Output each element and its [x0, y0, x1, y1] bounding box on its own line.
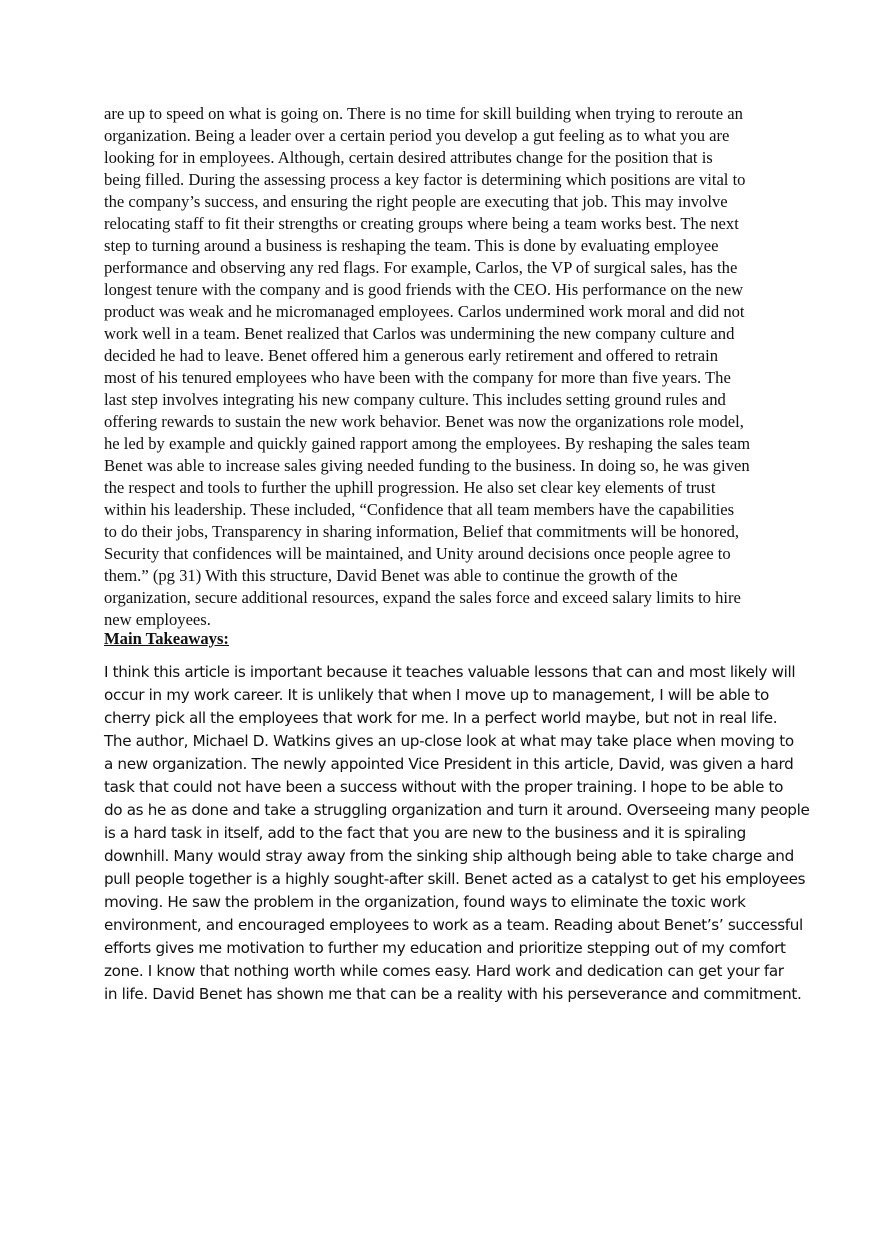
- takeaways-line: task that could not have been a success without with the proper training. I hope to be able to: [104, 778, 784, 796]
- takeaways-line: cherry pick all the employees that work for me. In a perfect world maybe, but not in real life.: [104, 709, 778, 727]
- summary-line: being filled. During the assessing process a key factor is determining which positions are vital to: [104, 170, 746, 189]
- summary-line: step to turning around a business is reshaping the team. This is done by evaluating employee: [104, 236, 719, 255]
- takeaways-line: a new organization. The newly appointed Vice President in this article, David, was given a hard: [104, 755, 794, 773]
- summary-line: performance and observing any red flags. For example, Carlos, the VP of surgical sales, has the: [104, 258, 738, 277]
- summary-line: the company’s success, and ensuring the right people are executing that job. This may involve: [104, 192, 728, 211]
- summary-line: longest tenure with the company and is good friends with the CEO. His performance on the new: [104, 280, 744, 299]
- summary-line: organization. Being a leader over a certain period you develop a gut feeling as to what you are: [104, 126, 730, 145]
- summary-line: product was weak and he micromanaged employees. Carlos undermined work moral and did not: [104, 302, 745, 321]
- summary-line: looking for in employees. Although, certain desired attributes change for the position that is: [104, 148, 713, 167]
- takeaways-line: do as he as done and take a struggling organization and turn it around. Overseeing many people: [104, 801, 810, 819]
- summary-line: organization, secure additional resources, expand the sales force and exceed salary limits to hire: [104, 588, 741, 607]
- takeaways-line: moving. He saw the problem in the organization, found ways to eliminate the toxic work: [104, 893, 746, 911]
- summary-line: Security that confidences will be maintained, and Unity around decisions once people agree to: [104, 544, 731, 563]
- summary-line: decided he had to leave. Benet offered him a generous early retirement and offered to retrain: [104, 346, 719, 365]
- section-heading-main-takeaways: Main Takeaways:: [104, 629, 229, 648]
- summary-line: new employees.: [104, 610, 211, 629]
- summary-line: the respect and tools to further the uphill progression. He also set clear key elements of trust: [104, 478, 716, 497]
- takeaways-line: The author, Michael D. Watkins gives an up-close look at what may take place when moving to: [104, 732, 794, 750]
- summary-line: Benet was able to increase sales giving needed funding to the business. In doing so, he was given: [104, 456, 750, 475]
- takeaways-line: efforts gives me motivation to further my education and prioritize stepping out of my comfort: [104, 939, 786, 957]
- takeaways-line: environment, and encouraged employees to work as a team. Reading about Benet’s’ successful: [104, 916, 803, 934]
- summary-line: work well in a team. Benet realized that Carlos was undermining the new company culture and: [104, 324, 735, 343]
- takeaways-line: downhill. Many would stray away from the sinking ship although being able to take charge and: [104, 847, 794, 865]
- summary-line: most of his tenured employees who have been with the company for more than five years. The: [104, 368, 731, 387]
- summary-line: them.” (pg 31) With this structure, David Benet was able to continue the growth of the: [104, 566, 678, 585]
- summary-line: within his leadership. These included, “Confidence that all team members have the capabilities: [104, 500, 735, 519]
- takeaways-line: I think this article is important because it teaches valuable lessons that can and most likely will: [104, 663, 796, 681]
- takeaways-line: occur in my work career. It is unlikely that when I move up to management, I will be able to: [104, 686, 769, 704]
- summary-line: are up to speed on what is going on. There is no time for skill building when trying to reroute an: [104, 104, 743, 123]
- summary-line: to do their jobs, Transparency in sharing information, Belief that commitments will be honored,: [104, 522, 740, 541]
- takeaways-line: in life. David Benet has shown me that can be a reality with his perseverance and commitment.: [104, 985, 802, 1003]
- takeaways-line: pull people together is a highly sought-after skill. Benet acted as a catalyst to get his employees: [104, 870, 806, 888]
- takeaways-line: zone. I know that nothing worth while comes easy. Hard work and dedication can get your far: [104, 962, 784, 980]
- takeaways-line: is a hard task in itself, add to the fact that you are new to the business and it is spiraling: [104, 824, 746, 842]
- summary-line: relocating staff to fit their strengths or creating groups where being a team works best. The next: [104, 214, 739, 233]
- summary-line: he led by example and quickly gained rapport among the employees. By reshaping the sales team: [104, 434, 751, 453]
- summary-line: last step involves integrating his new company culture. This includes setting ground rules and: [104, 390, 726, 409]
- summary-line: offering rewards to sustain the new work behavior. Benet was now the organizations role model,: [104, 412, 744, 431]
